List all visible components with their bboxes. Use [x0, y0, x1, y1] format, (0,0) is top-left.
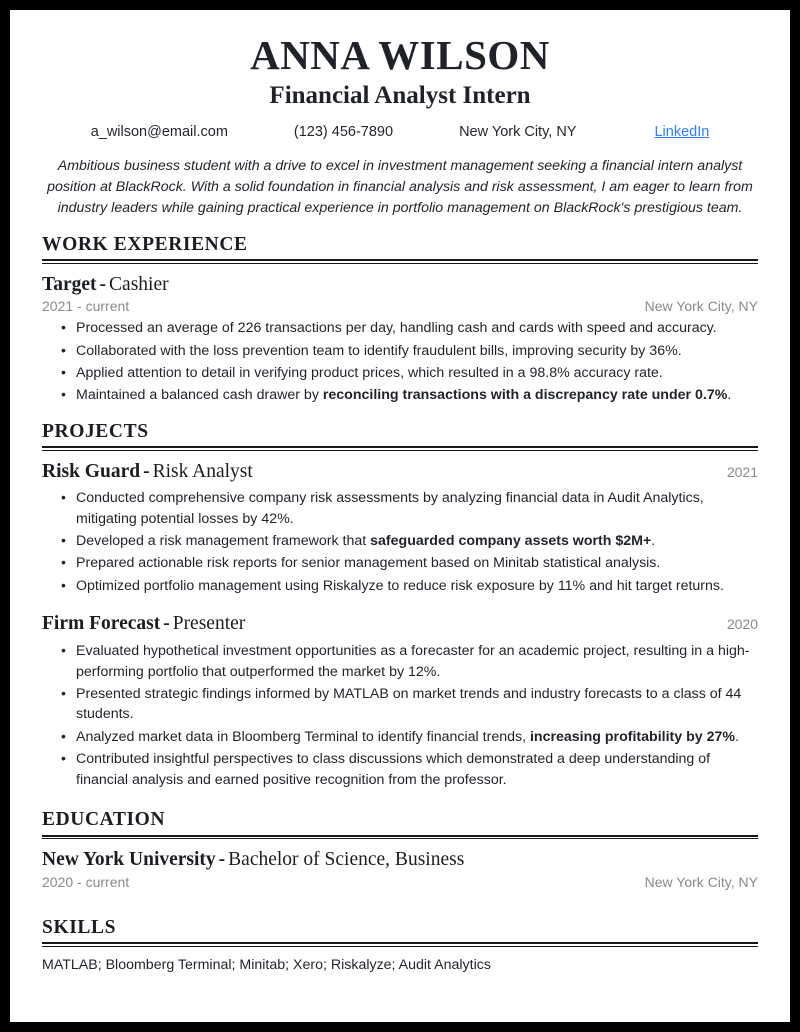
list-item — [42, 641, 758, 682]
project-year: 2021 — [726, 463, 758, 480]
section-rule-thin — [42, 838, 758, 839]
work-entry-title — [42, 273, 169, 297]
job-headline: Financial Analyst Intern — [269, 82, 531, 110]
degree-name: Bachelor of Science, Business — [228, 849, 465, 871]
project-entry-head — [42, 460, 758, 484]
list-item — [42, 341, 758, 362]
list-item — [42, 385, 758, 406]
title-separator: - — [218, 849, 226, 871]
project-name: Firm Forecast — [42, 613, 161, 635]
skills-list: MATLAB; Bloomberg Terminal; Minitab; Xero; Riskalyze; Audit Analytics — [42, 956, 491, 973]
list-item — [42, 727, 758, 748]
bullet-text-post: . — [734, 728, 739, 745]
work-bullet-list — [42, 318, 758, 405]
section-heading-work: WORK EXPERIENCE — [42, 234, 248, 256]
section-projects — [42, 420, 758, 791]
project-entry-head — [42, 612, 758, 636]
section-rule-thin — [42, 450, 758, 451]
bullet-text-pre: Prepared actionable risk reports for senior management based on Minitab statistical analysis. — [76, 555, 661, 572]
education-entry-meta — [42, 874, 758, 890]
bullet-text-pre: Analyzed market data in Bloomberg Terminal to identify financial trends, — [76, 728, 530, 745]
bullet-text-pre: Conducted comprehensive company risk assessments by analyzing financial data in Audit Analytics, mitigating potential losses by 42%. — [76, 490, 704, 527]
project-entry — [42, 460, 758, 597]
bullet-text-pre: Contributed insightful perspectives to class discussions which demonstrated a deep understanding of financial analysis and earned positive recognition from the professor. — [76, 750, 711, 788]
contact-row — [42, 124, 758, 140]
bullet-text-bold: reconciling transactions with a discrepancy rate under 0.7% — [322, 387, 728, 404]
contact-phone[interactable]: (123) 456-7890 — [293, 124, 394, 141]
education-entry — [42, 848, 758, 889]
contact-email[interactable]: a_wilson@email.com — [90, 124, 228, 141]
section-heading-education: EDUCATION — [42, 809, 166, 831]
section-rule-thick — [42, 835, 758, 837]
title-separator: - — [163, 613, 170, 635]
school-name: New York University — [42, 849, 216, 871]
section-education — [42, 808, 758, 889]
contact-location: New York City, NY — [459, 124, 577, 141]
bullet-text-post: . — [727, 387, 732, 404]
education-dates: 2020 - current — [42, 873, 130, 890]
work-entry-head — [42, 273, 758, 297]
section-rule-thick — [42, 259, 758, 261]
project-entry — [42, 612, 758, 790]
resume-header — [42, 34, 758, 219]
project-bullet-list — [42, 641, 758, 791]
section-heading-skills: SKILLS — [42, 916, 117, 938]
section-rule-thin — [42, 263, 758, 264]
project-role: Risk Analyst — [152, 460, 253, 482]
bullet-text-post: . — [651, 533, 656, 550]
bullet-text-pre: Developed a risk management framework that — [76, 533, 371, 550]
education-location: New York City, NY — [644, 873, 758, 890]
section-heading-projects: PROJECTS — [42, 420, 149, 442]
work-role: Cashier — [109, 274, 169, 296]
section-rule-thick — [42, 446, 758, 448]
section-work-experience — [42, 233, 758, 406]
bullet-text-pre: Presented strategic findings informed by MATLAB on market trends and industry forecasts to a class of 44 students. — [76, 685, 742, 723]
bullet-text-bold: increasing profitability by 27% — [529, 728, 735, 745]
list-item — [42, 553, 758, 574]
list-item — [42, 749, 758, 790]
bullet-text-pre: Evaluated hypothetical investment opportunities as a forecaster for an academic project, resulting in a high-performing portfolio that outperformed the market by 12%. — [76, 642, 750, 680]
title-separator: - — [143, 460, 150, 482]
bullet-text-pre: Collaborated with the loss prevention team to identify fraudulent bills, improving security by 36%. — [76, 342, 682, 359]
resume-page — [10, 10, 790, 1022]
project-entry-title — [42, 612, 245, 636]
project-year: 2020 — [726, 616, 758, 633]
work-entry — [42, 273, 758, 406]
work-location: New York City, NY — [644, 298, 758, 315]
bullet-text-pre: Applied attention to detail in verifying product prices, which resulted in a 98.8% accuracy rate. — [76, 364, 663, 381]
project-role: Presenter — [172, 613, 246, 635]
list-item — [42, 363, 758, 384]
title-separator: - — [99, 274, 107, 296]
work-employer: Target — [42, 274, 97, 296]
section-rule-thin — [42, 946, 758, 947]
linkedin-link[interactable]: LinkedIn — [654, 124, 710, 141]
list-item — [42, 318, 758, 339]
project-entry-title — [42, 460, 253, 484]
bullet-text-pre: Processed an average of 226 transactions per day, handling cash and cards with speed and accuracy. — [76, 320, 717, 337]
bullet-text-pre: Optimized portfolio management using Riskalyze to reduce risk exposure by 11% and hit target returns. — [76, 577, 724, 594]
list-item — [42, 488, 758, 529]
work-entry-meta — [42, 298, 758, 314]
list-item — [42, 684, 758, 725]
bullet-text-bold: safeguarded company assets worth $2M+ — [370, 533, 652, 550]
professional-summary: Ambitious business student with a drive to excel in investment management seeking a financial intern analyst position at BlackRock. With a solid foundation in financial analysis and risk assessment, I am eager to learn from industry leaders while gaining practical experience in portfolio management on BlackRock's prestigious team. — [47, 158, 753, 217]
education-entry-title — [42, 848, 464, 872]
bullet-text-pre: Maintained a balanced cash drawer by — [76, 387, 323, 404]
work-dates: 2021 - current — [42, 298, 130, 315]
education-entry-head — [42, 848, 758, 872]
section-skills — [42, 916, 758, 976]
section-rule-thick — [42, 942, 758, 944]
project-bullet-list — [42, 488, 758, 596]
project-name: Risk Guard — [42, 460, 141, 482]
page-title: ANNA WILSON — [250, 32, 550, 78]
list-item — [42, 576, 758, 597]
list-item — [42, 531, 758, 552]
